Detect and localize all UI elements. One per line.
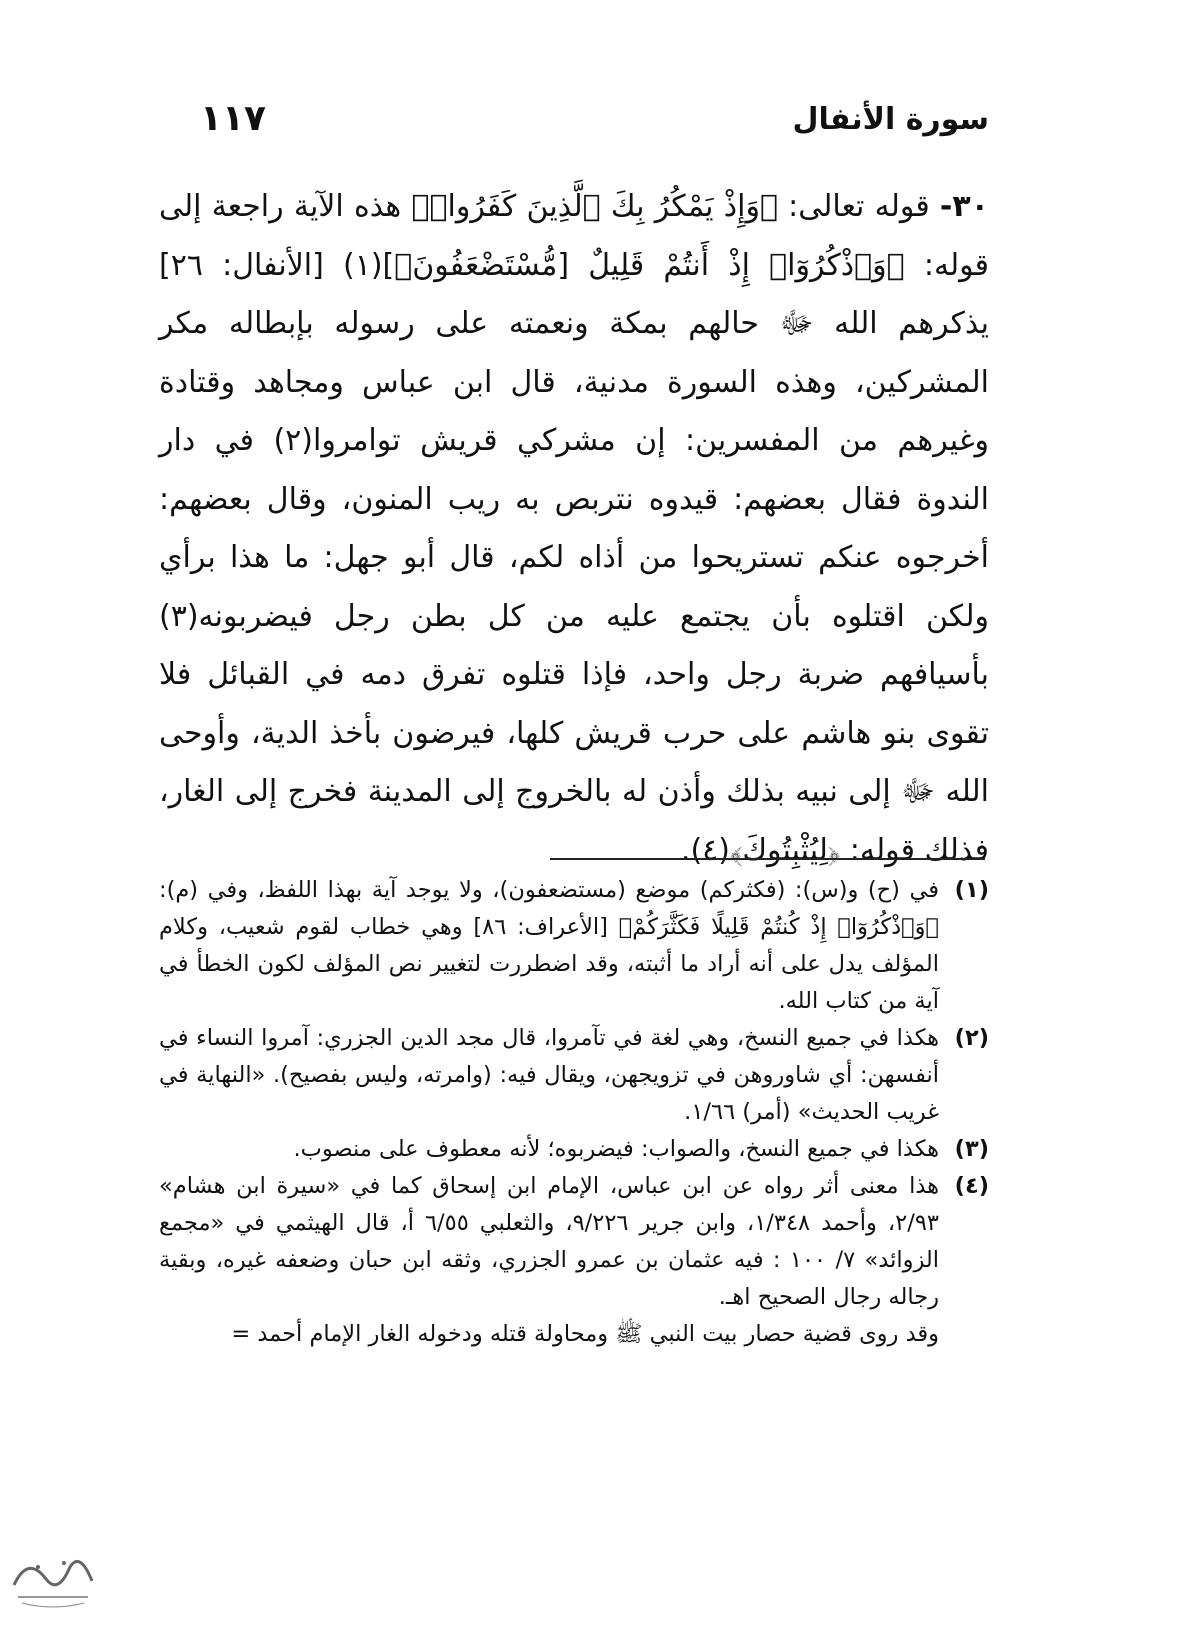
- paragraph-number: ٣٠-: [939, 189, 989, 224]
- footnote-number: (٢): [954, 1025, 989, 1051]
- footnotes: [159, 872, 989, 1353]
- paragraph-text: قوله تعالى: ﴿وَإِذْ يَمْكُرُ بِكَ ٱلَّذِينَ كَفَرُوا۟﴾ هذه الآية راجعة إلى قوله: ﴿وَٱذْكُرُوٓا۟ إِذْ أَنتُمْ قَلِيلٌ [مُّسْتَضْعَفُونَ﴾](١) [الأنفال: ٢٦] يذكرهم الله ﷻ حالهم بمكة ونعمته على رسوله بإبطاله مكر المشركين، وهذه السورة مدنية، قال ابن عباس ومجاهد وقتادة وغيرهم من المفسرين: إن مشركي قريش توامروا(٢) في دار الندوة فقال بعضهم: قيدوه نتربص به ريب المنون، وقال بعضهم: أخرجوه عنكم تستريحوا من أذاه لكم، قال أبو جهل: ما هذا برأي ولكن اقتلوه بأن يجتمع عليه من كل بطن رجل فيضربونه(٣) بأسيافهم ضربة رجل واحد، فإذا قتلوه تفرق دمه في القبائل فلا تقوى بنو هاشم على حرب قريش كلها، فيرضون بأخذ الدية، وأوحى الله ﷻ إلى نبيه بذلك وأذن له بالخروج إلى المدينة فخرج إلى الغار، فذلك قوله: ﴿لِيُثْبِتُوكَ﴾(٤).: [159, 189, 990, 868]
- main-text: [159, 178, 989, 880]
- library-stamp-logo: [8, 1545, 98, 1617]
- commentary-paragraph: [159, 178, 989, 880]
- footnote-text: في (ح) و(س): (فكثركم) موضع (مستضعفون)، ولا يوجد آية بهذا اللفظ، وفي (م): ﴿وَٱذْكُرُوٓا۟ إِذْ كُنتُمْ قَلِيلًا فَكَثَّرَكُمْ﴾ [الأعراف: ٨٦] وهي خطاب لقوم شعيب، وكلام المؤلف يدل على أنه أراد ما أثبته، وقد اضطررت لتغيير نص المؤلف لكون الخطأ في آية من كتاب الله.: [159, 877, 939, 1014]
- page-number: ١١٧: [200, 98, 266, 139]
- footnote-continuation: وقد روى قضية حصار بيت النبي ﷺ ومحاولة قتله ودخوله الغار الإمام أحمد =: [231, 1321, 939, 1347]
- stamp-logo-icon: [8, 1545, 98, 1617]
- footnote-number: (٤): [954, 1173, 989, 1199]
- footnote-3: [159, 1131, 989, 1168]
- footnote-text: هكذا في جميع النسخ، والصواب: فيضربوه؛ لأنه معطوف على منصوب.: [293, 1136, 939, 1162]
- footnote-number: (٣): [954, 1136, 989, 1162]
- footnote-text: هذا معنى أثر رواه عن ابن عباس، الإمام ابن إسحاق كما في «سيرة ابن هشام» ٢/٩٣، وأحمد ١/٣٤٨، وابن جرير ٩/٢٢٦، والثعلبي ٦/٥٥ أ، قال الهيثمي في «مجمع الزوائد» ٧/ ١٠٠ : فيه عثمان بن عمرو الجزري، وثقه ابن حبان وضعفه غيره، وبقية رجاله رجال الصحيح اهـ.: [159, 1173, 939, 1310]
- page-header: [200, 98, 989, 148]
- footnote-2: [159, 1020, 989, 1131]
- footnote-number: (١): [954, 877, 989, 903]
- footnote-1: [159, 872, 989, 1020]
- footnote-separator: [550, 858, 985, 860]
- footnote-4: [159, 1168, 989, 1316]
- footnote-text: هكذا في جميع النسخ، وهي لغة في تآمروا، قال مجد الدين الجزري: آمروا النساء في أنفسهن: أي شاوروهن في تزويجهن، ويقال فيه: (وامرته، وليس بفصيح). «النهاية في غريب الحديث» (أمر) ١/٦٦.: [159, 1025, 939, 1125]
- surah-title: سورة الأنفال: [792, 102, 989, 137]
